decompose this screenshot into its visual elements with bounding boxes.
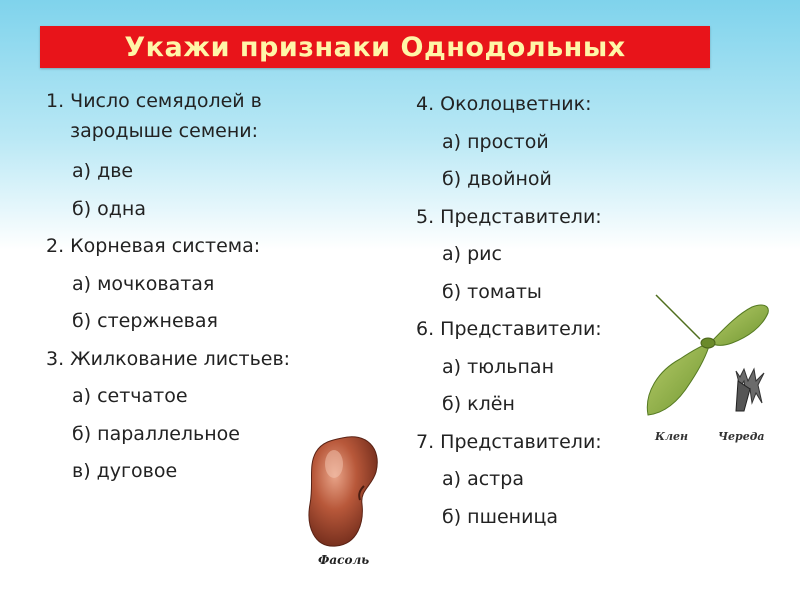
title-banner xyxy=(40,26,710,68)
answer-3b[interactable]: б) параллельное xyxy=(72,422,240,445)
question-1-line-1: 1. Число семядолей в xyxy=(46,90,262,112)
answer-4a[interactable]: а) простой xyxy=(442,130,549,153)
answer-6b[interactable]: б) клён xyxy=(442,393,515,415)
answer-2b[interactable]: б) стержневая xyxy=(72,310,218,332)
question-1-line-2: зародыше семени: xyxy=(70,120,259,142)
bean-seed-image xyxy=(300,430,390,550)
question-7: 7. Представители: xyxy=(416,430,602,453)
answer-4b[interactable]: б) двойной xyxy=(442,168,552,190)
maple-and-bidens-image xyxy=(640,285,780,435)
question-3: 3. Жилкование листьев: xyxy=(46,347,291,370)
bidens-caption: Череда xyxy=(718,430,765,443)
answer-5b[interactable]: б) томаты xyxy=(442,280,542,303)
question-4: 4. Околоцветник: xyxy=(416,93,592,115)
answer-3c[interactable]: в) дуговое xyxy=(72,460,178,482)
answer-1b[interactable]: б) одна xyxy=(72,197,146,220)
answer-5a[interactable]: а) рис xyxy=(442,243,502,265)
answer-6a[interactable]: а) тюльпан xyxy=(442,355,554,378)
question-1 xyxy=(46,86,376,146)
question-2: 2. Корневая система: xyxy=(46,235,261,257)
answer-3a[interactable]: а) сетчатое xyxy=(72,385,188,407)
question-list-right xyxy=(416,86,646,536)
maple-caption: Клен xyxy=(655,430,689,443)
answer-1a[interactable]: а) две xyxy=(72,160,134,182)
question-6: 6. Представители: xyxy=(416,318,602,340)
question-5: 5. Представители: xyxy=(416,205,602,228)
answer-7a[interactable]: а) астра xyxy=(442,468,524,490)
answer-7b[interactable]: б) пшеница xyxy=(442,505,559,528)
bean-caption: Фасоль xyxy=(318,553,370,567)
answer-2a[interactable]: а) мочковатая xyxy=(72,272,215,295)
slide-title: Укажи признаки Однодольных xyxy=(124,31,626,63)
